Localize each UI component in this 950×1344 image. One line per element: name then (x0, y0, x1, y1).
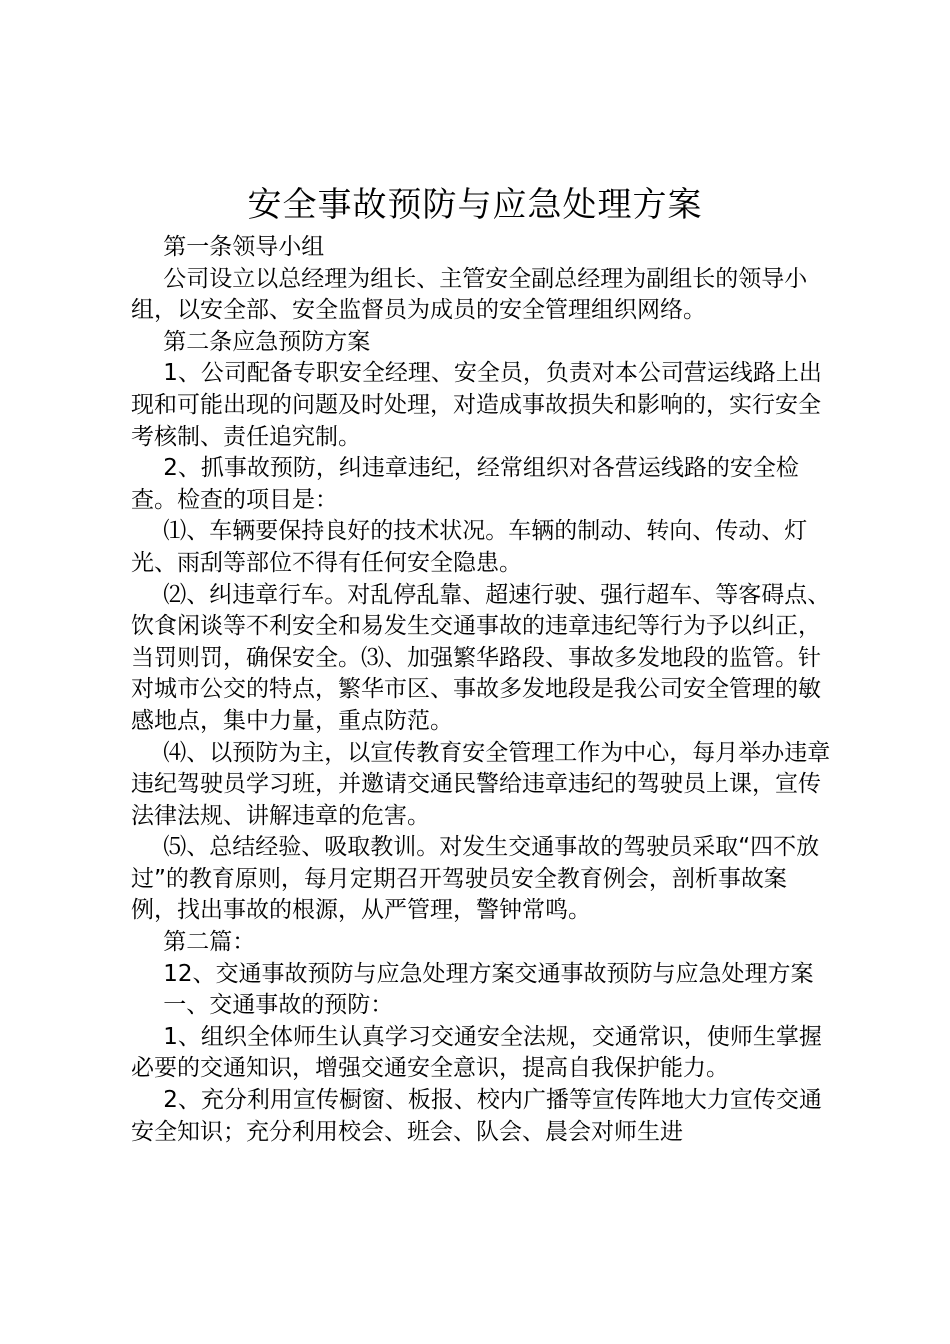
paragraph-prevention-1: 1、组织全体师生认真学习交通安全法规，交通常识，使师生掌握必要的交通知识，增强交通安全意识，提高自我保护能力。 (131, 1023, 822, 1082)
section-heading-leadership: 第一条领导小组 (163, 234, 325, 260)
paragraph-subitem-1: ⑴、车辆要保持良好的技术状况。车辆的制动、转向、传动、灯光、雨刮等部位不得有任何安全隐患。 (131, 518, 808, 576)
section-heading-part-two: 第二篇： (163, 929, 256, 956)
section-heading-emergency-plan: 第二条应急预防方案 (163, 328, 371, 355)
paragraph-prevention-2: 2、充分利用宣传橱窗、板报、校内广播等宣传阵地大力宣传交通安全知识；充分利用校会、班会、队会、晨会对师生进 (131, 1087, 822, 1145)
paragraph-item-2: 2、抓事故预防，纠违章违纪，经常组织对各营运线路的安全检查。检查的项目是： (131, 455, 799, 513)
paragraph-subitem-2-3: ⑵、纠违章行车。对乱停乱靠、超速行驶、强行超车、等客碍点、饮食闲谈等不利安全和易发生交通事故的违章违纪等行为予以纠正，当罚则罚，确保安全。⑶、加强繁华路段、事故多发地段的监管。针对城市公交的特点，繁华市区、事故多发地段是我公司安全管理的敏感地点，集中力量，重点防范。 (131, 581, 831, 734)
paragraph-part-two-title: 12、交通事故预防与应急处理方案交通事故预防与应急处理方案 (163, 960, 814, 987)
document-body (131, 232, 831, 1148)
paragraph-subitem-5: ⑸、总结经验、吸取教训。对发生交通事故的驾驶员采取“四不放过”的教育原则，每月定期召开驾驶员安全教育例会，剖析事故案例，找出事故的根源，从严管理，警钟常鸣。 (131, 834, 820, 924)
document-title: 安全事故预防与应急处理方案 (247, 185, 703, 225)
paragraph-item-1: 1、公司配备专职安全经理、安全员，负责对本公司营运线路上出现和可能出现的问题及时处理，对造成事故损失和影响的，实行安全考核制、责任追究制。 (131, 360, 822, 450)
section-heading-prevention: 一、交通事故的预防： (163, 992, 394, 1019)
paragraph-leadership: 公司设立以总经理为组长、主管安全副总经理为副组长的领导小组，以安全部、安全监督员为成员的安全管理组织网络。 (131, 265, 808, 324)
paragraph-subitem-4: ⑷、以预防为主，以宣传教育安全管理工作为中心，每月举办违章违纪驾驶员学习班，并邀请交通民警给违章违纪的驾驶员上课，宣传法律法规、讲解违章的危害。 (131, 739, 831, 829)
